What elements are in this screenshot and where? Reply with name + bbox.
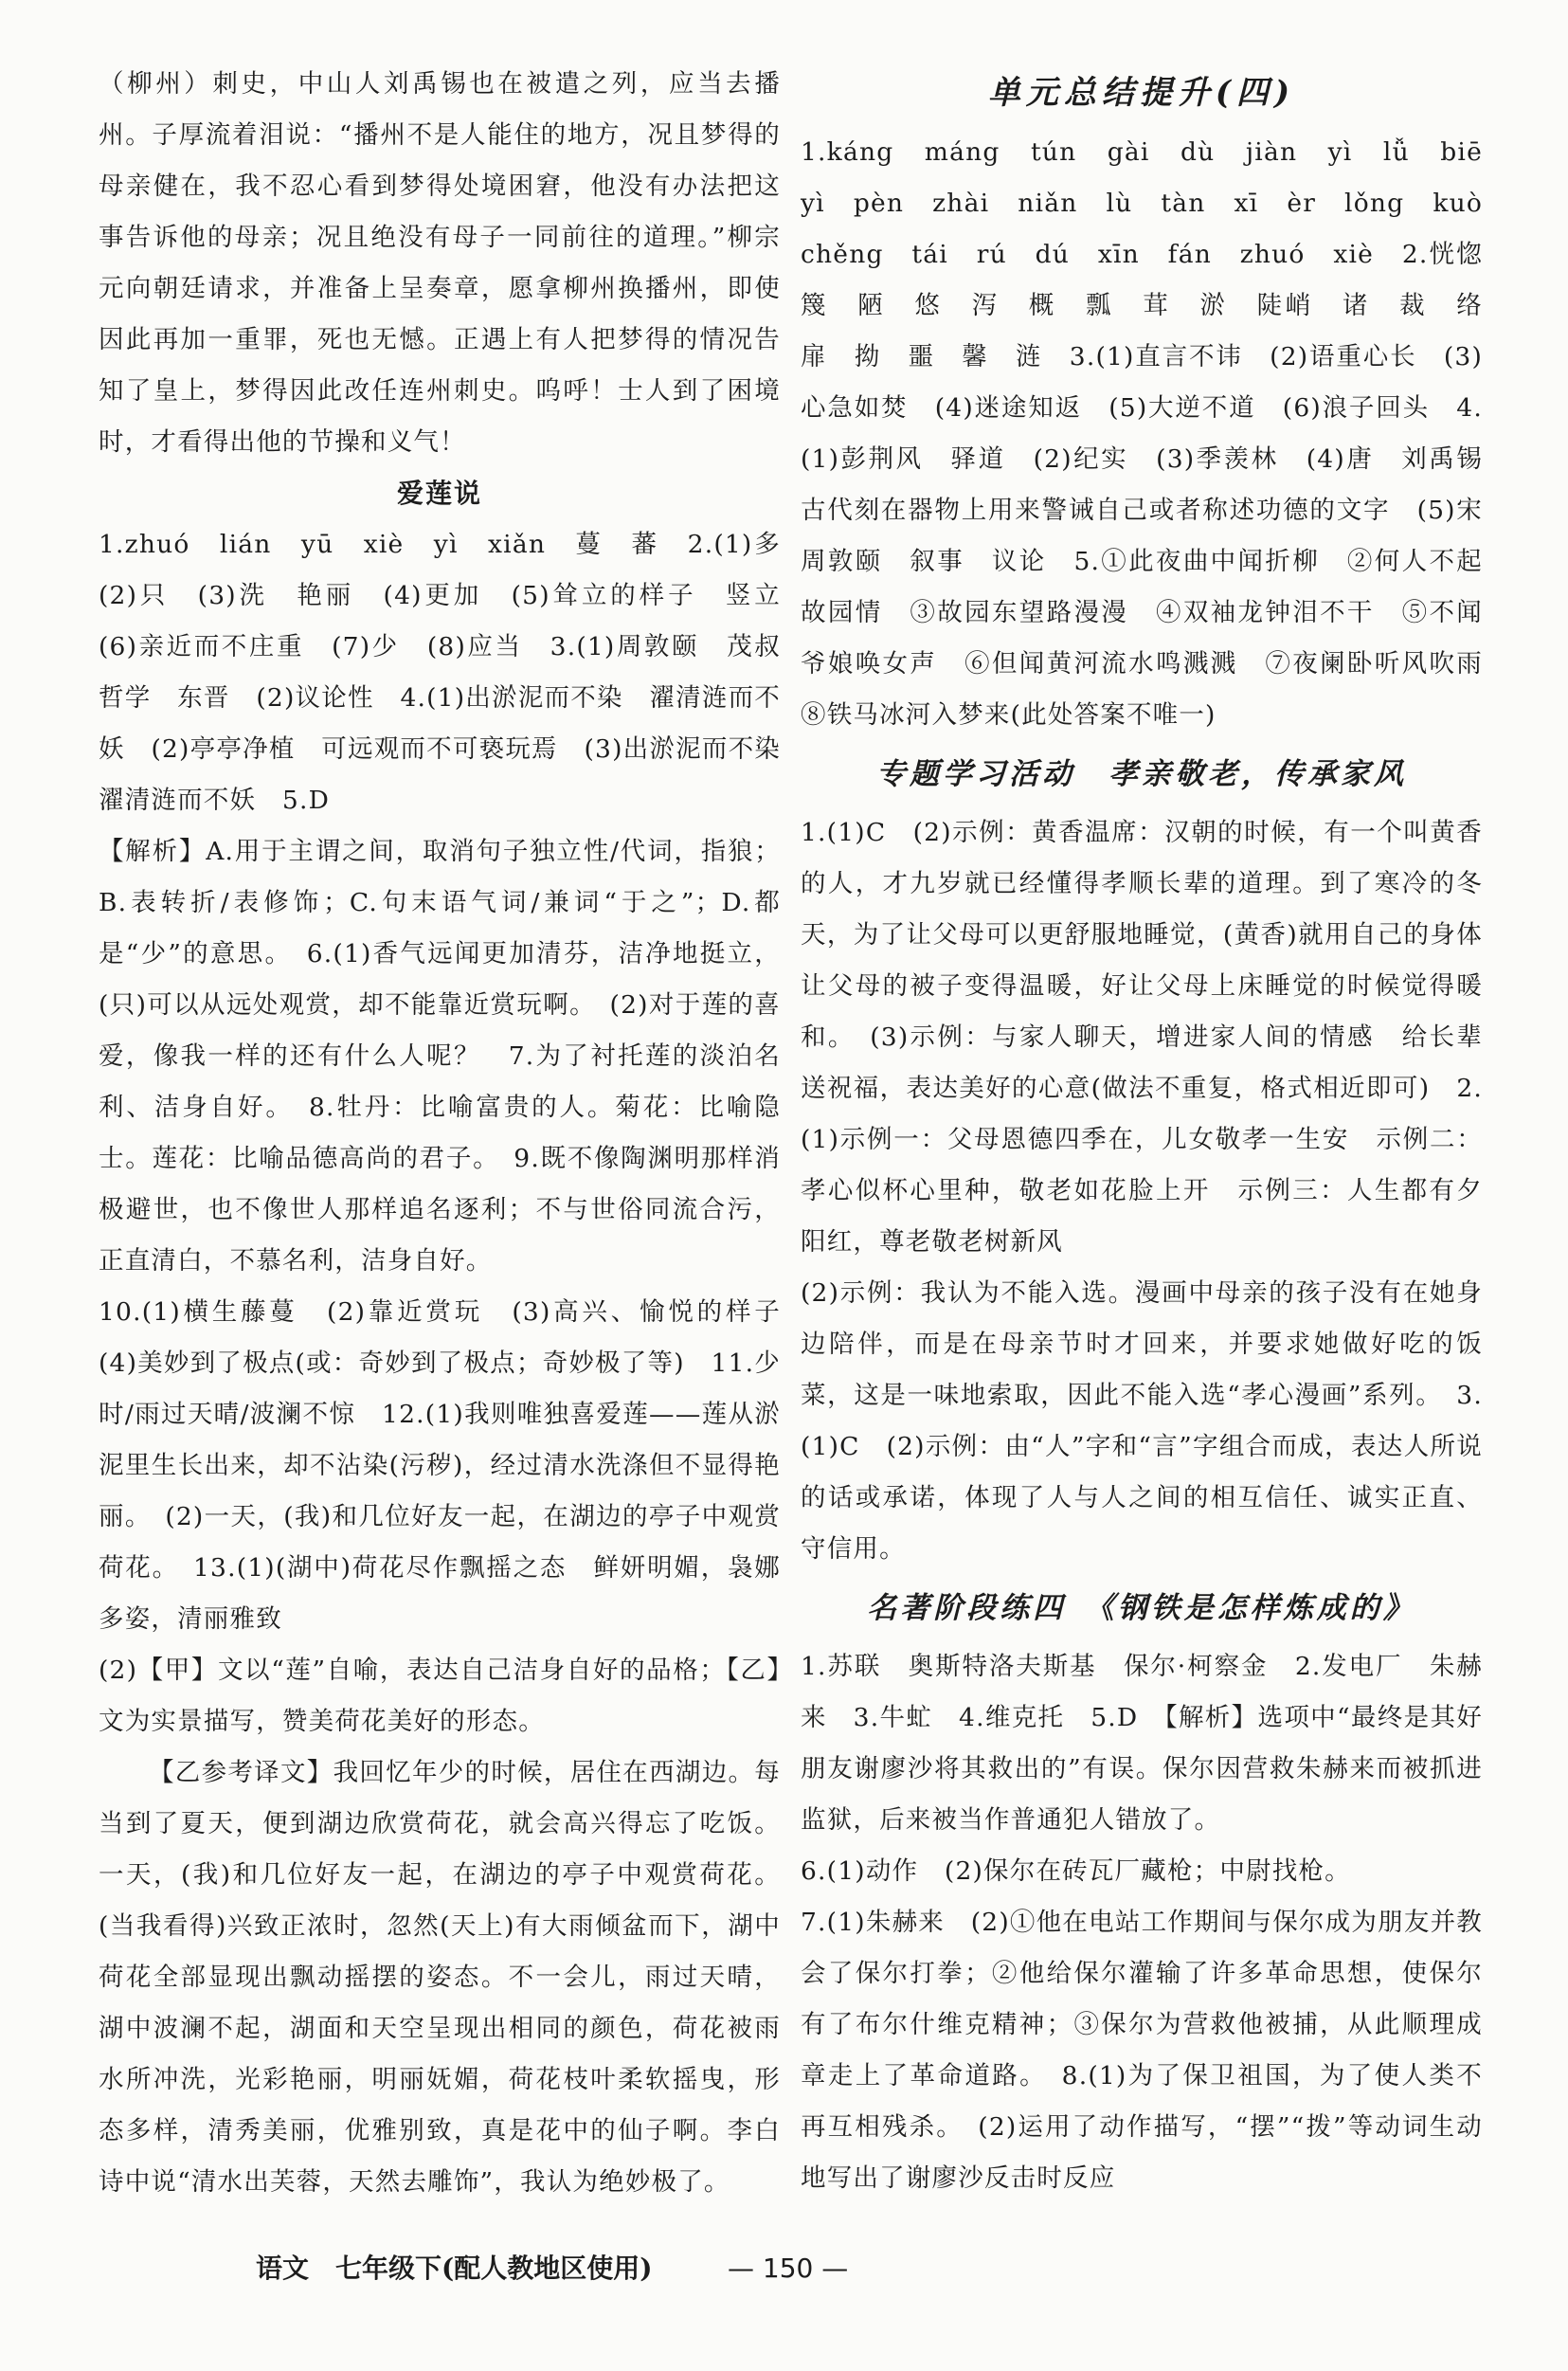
left-column [99,59,807,2208]
answer-block: (2)【甲】文以“莲”自喻，表达自己洁身自好的品格；【乙】文为实景描写，赞美荷花美好的形态。 [99,1656,781,1736]
answer-block: 7.(1)朱赫来 (2)①他在电站工作期间与保尔成为朋友并教会了保尔打拳；②他给保尔灌输了许多革命思想，使保尔有了布尔什维克精神；③保尔为营救他被捕，从此顺理成章走上了革命道路。 8.(1)为了保卫祖国，为了使人类不再互相残杀。 (2)运用了动作描写，“摆”“拨”等动词生动地写出了谢廖沙反击时反应 [801,1908,1483,2193]
answer-block: 10.(1)横生藤蔓 (2)靠近赏玩 (3)高兴、愉悦的样子 (4)美妙到了极点(或：奇妙到了极点；奇妙极了等) 11.少时/雨过天晴/波澜不惊 12.(1)我则唯独喜爱莲——莲从淤泥里生长出来，却不沾染(污秽)，经过清水洗涤但不显得艳丽。 (2)一天，(我)和几位好友一起，在湖边的亭子中观赏荷花。 13.(1)(湖中)荷花尽作飘摇之态 鲜妍明媚，袅娜多姿，清丽雅致 [99,1297,807,1634]
page-number: — 150 — [728,2253,849,2284]
page-footer [256,2248,1298,2286]
classic-reading-title: 名著阶段练四 《钢铁是怎样炼成的》 [867,1591,1416,1625]
answer-block: 1.(1)C (2)示例：黄香温席：汉朝的时候，有一个叫黄香的人，才九岁就已经懂得孝顺长辈的道理。到了寒冷的冬天，为了让父母可以更舒服地睡觉，(黄香)就用自己的身体让父母的被子变得温暖，好让父母上床睡觉的时候觉得暖和。 (3)示例：与家人聊天，增进家人间的情感 给长辈送祝福，表达美好的心意(做法不重复，格式相近即可) 2.(1)示例一：父母恩德四季在，儿女敬孝一生安 示例二：孝心似杯心里种，敬老如花脸上开 示例三：人生都有夕阳红，尊老敬老树新风 [801,818,1483,1257]
answer-block: 1.zhuó lián yū xiè yì xiǎn 蔓 蕃 2.(1)多 (2)只 (3)洗 艳丽 (4)更加 (5)耸立的样子 竖立 (6)亲近而不庄重 (7)少 (8)应当 3.(1)周敦颐 茂叔 哲学 东晋 (2)议论性 4.(1)出淤泥而不染 濯清涟而不妖 (2)亭亭净植 可远观而不可亵玩焉 (3)出淤泥而不染 濯清涟而不妖 5.D [99,530,807,815]
activity-title: 专题学习活动 孝亲敬老，传承家风 [876,757,1407,791]
section-title-ailianshuo: 爱莲说 [396,478,482,509]
answer-block: 【解析】A.用于主谓之间，取消句子独立性/代词，指狼；B.表转折/表修饰；C.句末语气词/兼词“于之”；D.都是“少”的意思。 6.(1)香气远闻更加清芬，洁净地挺立，(只)可以从远处观赏，却不能靠近赏玩啊。 (2)对于莲的喜爱，像我一样的还有什么人呢？ 7.为了衬托莲的淡泊名利、洁身自好。 8.牡丹：比喻富贵的人。菊花：比喻隐士。莲花：比喻品德高尚的君子。 9.既不像陶渊明那样消极避世，也不像世人那样追名逐利；不与世俗同流合污，正直清白，不慕名利，洁身自好。 [99,837,781,1276]
right-column [801,59,1509,2204]
unit-summary-title: 单元总结提升(四) [987,74,1296,112]
answer-block: 6.(1)动作 (2)保尔在砖瓦厂藏枪；中尉找枪。 [801,1856,1351,1886]
answer-block: 1.káng máng tún gài dù jiàn yì lǚ biē yì pèn zhài niǎn lù tàn xī èr lǒng kuò chěng tái rú dú xīn fán zhuó xiè 2.恍惚 篾 陋 悠 泻 概 瓢 茸 淤 陡峭 诸 裁 络 扉 拗 噩 馨 涟 3.(1)直言不讳 (2)语重心长 (3)心急如焚 (4)迷途知返 (5)大逆不道 (6)浪子回头 4.(1)彭荆风 驿道 (2)纪实 (3)季羡林 (4)唐 刘禹锡 古代刻在器物上用来警诫自己或者称述功德的文字 (5)宋 周敦颐 叙事 议论 5.①此夜曲中闻折柳 ②何人不起故园情 ③故园东望路漫漫 ④双袖龙钟泪不干 ⑤不闻爷娘唤女声 ⑥但闻黄河流水鸣溅溅 ⑦夜阑卧听风吹雨 ⑧铁马冰河入梦来(此处答案不唯一) [801,137,1509,730]
translation-text: 【乙参考译文】我回忆年少的时候，居住在西湖边。每当到了夏天，便到湖边欣赏荷花，就会高兴得忘了吃饭。一天，(我)和几位好友一起，在湖边的亭子中观赏荷花。(当我看得)兴致正浓时，忽然(天上)有大雨倾盆而下，湖中荷花全部显现出飘动摇摆的姿态。不一会儿，雨过天晴，湖中波澜不起，湖面和天空呈现出相同的颜色，荷花被雨水所冲洗，光彩艳丽，明丽妩媚，荷花枝叶柔软摇曳，形态多样，清秀美丽，优雅别致，真是花中的仙子啊。李白诗中说“清水出芙蓉，天然去雕饰”，我认为绝妙极了。 [99,1758,781,2197]
answer-block: (2)示例：我认为不能入选。漫画中母亲的孩子没有在她身边陪伴，而是在母亲节时才回来，并要求她做好吃的饭菜，这是一味地索取，因此不能入选“孝心漫画”系列。 3.(1)C (2)示例：由“人”字和“言”字组合而成，表达人所说的话或承诺，体现了人与人之间的相互信任、诚实正直、守信用。 [801,1278,1483,1564]
prev-translation-text: （柳州）刺史，中山人刘禹锡也在被遣之列，应当去播州。子厚流着泪说：“播州不是人能住的地方，况且梦得的母亲健在，我不忍心看到梦得处境困窘，他没有办法把这事告诉他的母亲；况且绝没有母子一同前往的道理。”柳宗元向朝廷请求，并准备上呈奏章，愿拿柳州换播州，即使因此再加一重罪，死也无憾。正遇上有人把梦得的情况告知了皇上，梦得因此改任连州刺史。呜呼！士人到了困境时，才看得出他的节操和义气！ [99,69,781,457]
footer-subject: 语文 七年级下(配人教地区使用) [256,2253,653,2284]
answer-block: 1.苏联 奥斯特洛夫斯基 保尔·柯察金 2.发电厂 朱赫来 3.牛虻 4.维克托 5.D 【解析】选项中“最终是其好朋友谢廖沙将其救出的”有误。保尔因营救朱赫来而被抓进监狱，后来被当作普通犯人错放了。 [801,1652,1483,1835]
